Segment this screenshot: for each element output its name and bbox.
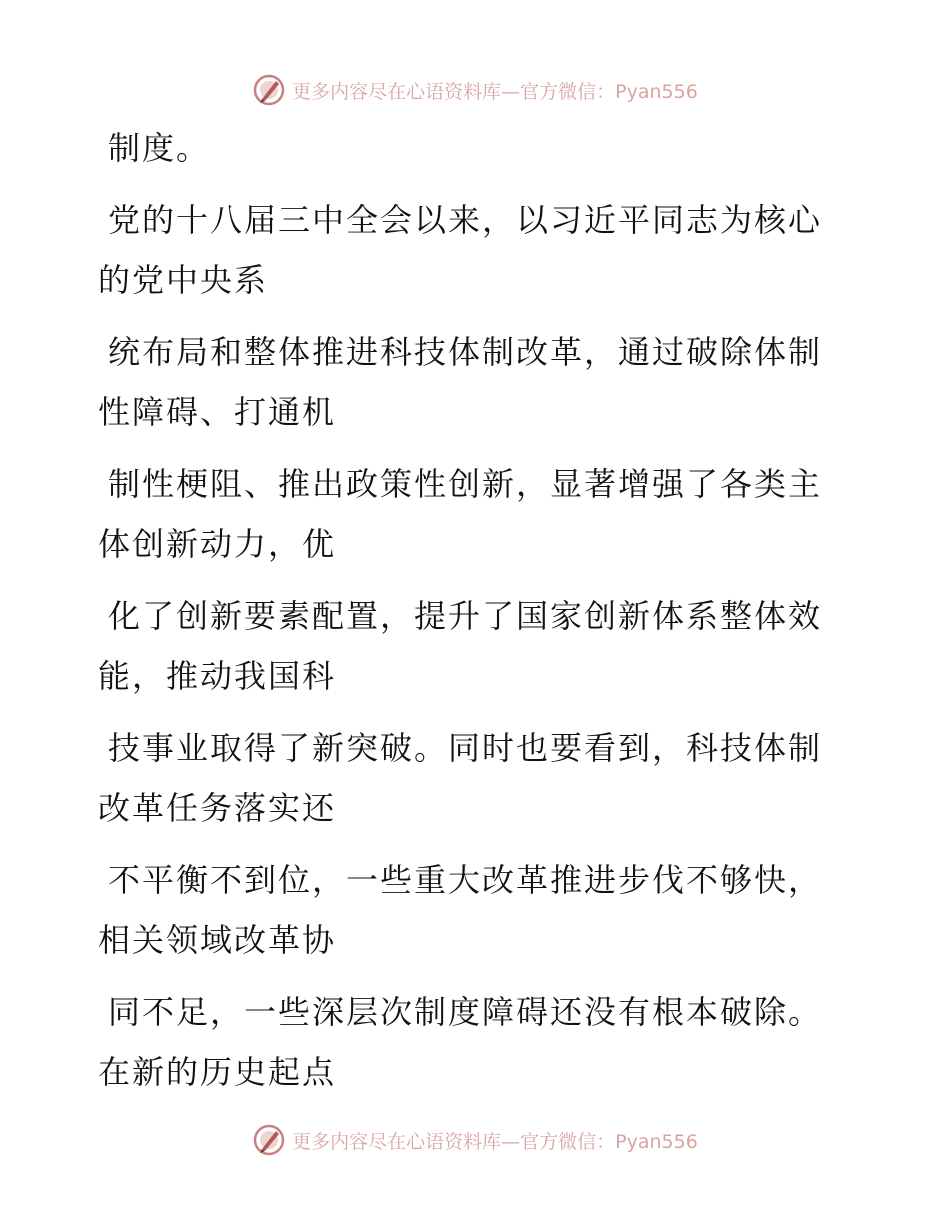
paragraph bbox=[98, 118, 838, 178]
watermark-text: 更多内容尽在心语资料库—官方微信：Pyan556 bbox=[292, 1130, 698, 1153]
paragraph-line: 制度。 bbox=[108, 129, 211, 167]
paragraph-line: 不平衡不到位，一些重大改革推进步伐不够快， bbox=[108, 861, 823, 899]
paragraph bbox=[98, 850, 838, 970]
paragraph bbox=[98, 718, 838, 838]
paragraph-line: 在新的历史起点 bbox=[98, 1053, 337, 1091]
paragraph bbox=[98, 586, 838, 706]
paragraph-line: 体创新动力，优 bbox=[98, 525, 337, 563]
footer-watermark bbox=[0, 1120, 950, 1160]
pen-logo-icon bbox=[252, 1123, 286, 1157]
paragraph-line: 的党中央系 bbox=[98, 261, 269, 299]
paragraph bbox=[98, 190, 838, 310]
paragraph bbox=[98, 454, 838, 574]
watermark-wechat-id: Pyan556 bbox=[615, 1130, 698, 1153]
paragraph-line: 党的十八届三中全会以来，以习近平同志为核心 bbox=[108, 201, 823, 239]
paragraph-line: 技事业取得了新突破。同时也要看到，科技体制 bbox=[108, 729, 823, 767]
document-body bbox=[98, 118, 838, 1114]
paragraph-line: 同不足，一些深层次制度障碍还没有根本破除。 bbox=[108, 993, 823, 1031]
watermark-wechat-id: Pyan556 bbox=[615, 80, 698, 103]
paragraph-line: 制性梗阻、推出政策性创新，显著增强了各类主 bbox=[108, 465, 823, 503]
paragraph-line: 统布局和整体推进科技体制改革，通过破除体制 bbox=[108, 333, 823, 371]
pen-logo-icon bbox=[252, 73, 286, 107]
paragraph-line: 性障碍、打通机 bbox=[98, 393, 337, 431]
header-watermark bbox=[0, 70, 950, 110]
paragraph bbox=[98, 322, 838, 442]
paragraph-line: 相关领域改革协 bbox=[98, 921, 337, 959]
paragraph-line: 能，推动我国科 bbox=[98, 657, 337, 695]
paragraph-line: 化了创新要素配置，提升了国家创新体系整体效 bbox=[108, 597, 823, 635]
paragraph bbox=[98, 982, 838, 1102]
watermark-text: 更多内容尽在心语资料库—官方微信：Pyan556 bbox=[292, 80, 698, 103]
paragraph-line: 改革任务落实还 bbox=[98, 789, 337, 827]
